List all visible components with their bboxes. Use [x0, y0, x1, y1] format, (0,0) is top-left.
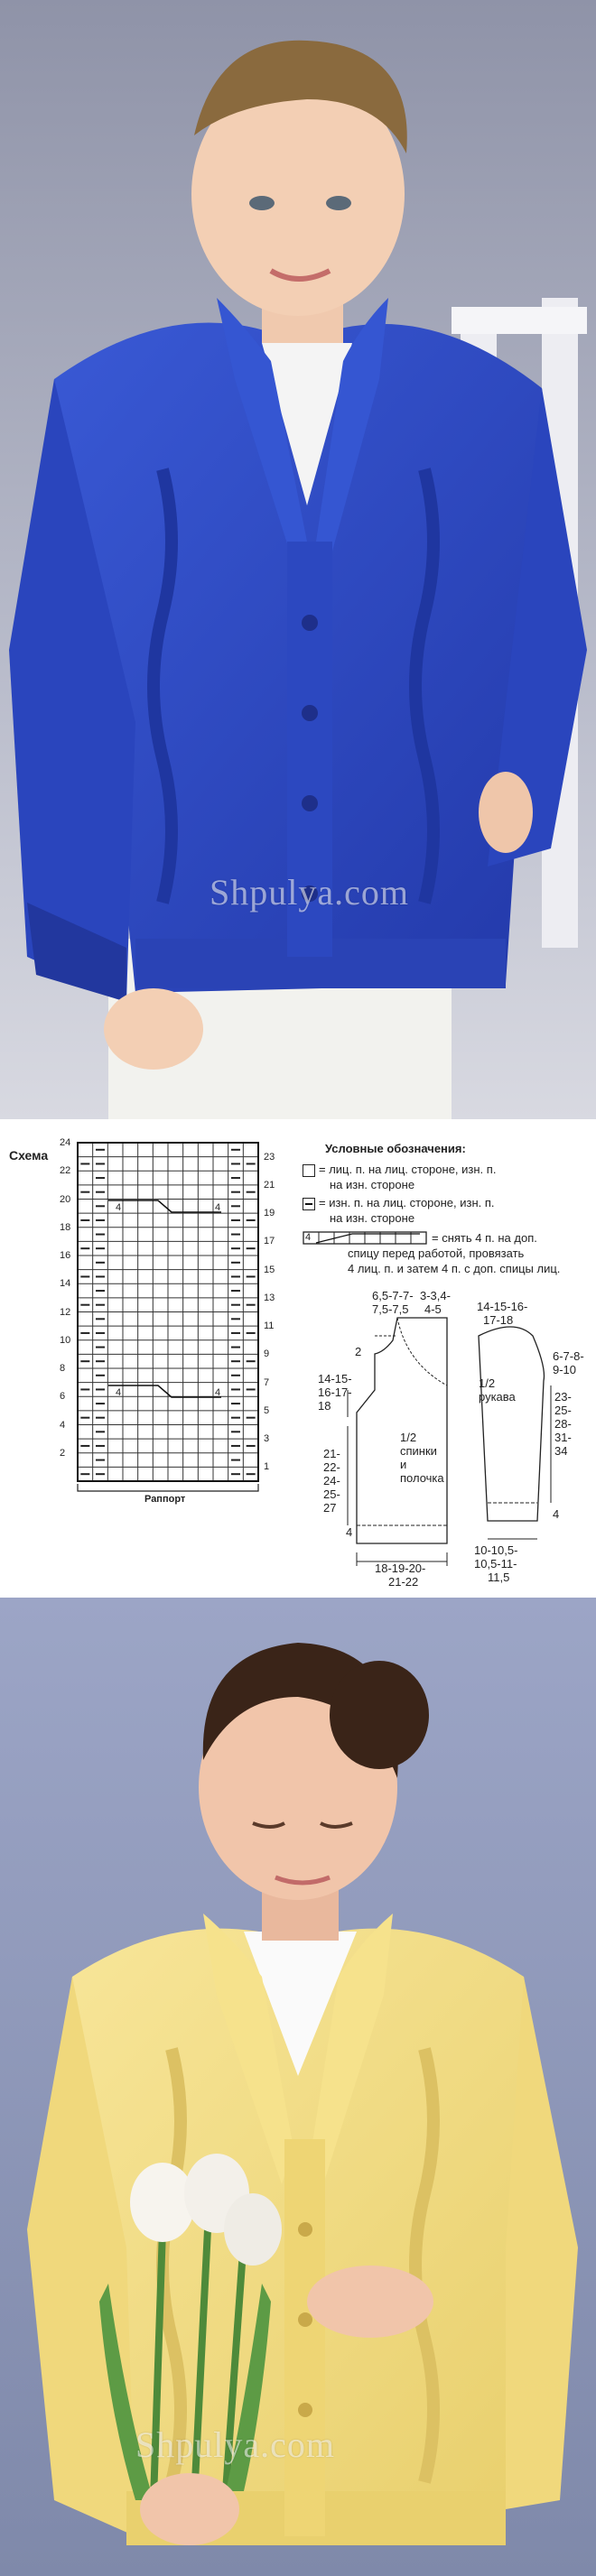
cable-mark: 4 — [116, 1387, 122, 1398]
cable-mark: 4 — [215, 1202, 221, 1213]
row-number-right: 1 — [264, 1461, 270, 1473]
legend-cable-text-cont1: спицу перед работой, провязать — [348, 1246, 525, 1260]
body-side-d: 25- — [323, 1487, 340, 1501]
body-label-a: 1/2 — [400, 1431, 417, 1444]
row-number-left: 14 — [60, 1278, 71, 1290]
cable-mark: 4 — [215, 1387, 221, 1398]
chart-title: Схема — [9, 1148, 49, 1163]
row-number-left: 22 — [60, 1165, 71, 1177]
sleeve-cuff: 4 — [553, 1507, 560, 1521]
legend-knit-text: = лиц. п. на лиц. стороне, изн. п. — [319, 1163, 497, 1176]
body-neck-depth: 2 — [355, 1345, 362, 1358]
row-number-left: 2 — [60, 1447, 66, 1459]
row-number-left: 10 — [60, 1334, 71, 1346]
body-armhole-a: 14-15- — [318, 1372, 352, 1385]
legend-knit-text-cont: на изн. стороне — [330, 1178, 415, 1191]
photo-boy-blue-cardigan — [0, 0, 596, 1119]
row-number-left: 24 — [60, 1137, 71, 1148]
repeat-bracket — [77, 1482, 271, 1495]
body-shoulder-a: 3-3,4- — [420, 1289, 451, 1302]
body-top-width-b: 7,5-7,5 — [372, 1302, 409, 1316]
legend-dash-cell — [303, 1198, 315, 1210]
legend-purl-text: = изн. п. на лиц. стороне, изн. п. — [319, 1196, 495, 1209]
body-label-b: спинки — [400, 1444, 437, 1458]
sleeve-len-a: 23- — [554, 1390, 572, 1404]
row-number-right: 19 — [264, 1208, 275, 1219]
row-number-left: 16 — [60, 1250, 71, 1261]
watermark: Shpulya.com — [210, 872, 409, 913]
body-label-c: и — [400, 1458, 407, 1471]
body-hem: 4 — [346, 1525, 353, 1539]
row-number-right: 11 — [264, 1320, 275, 1332]
legend-title: Условные обозначения: — [325, 1142, 466, 1155]
row-number-right: 15 — [264, 1264, 275, 1275]
row-number-right: 21 — [264, 1179, 275, 1191]
sleeve-len-c: 28- — [554, 1417, 572, 1431]
body-armhole-b: 16-17- — [318, 1385, 352, 1399]
row-number-left: 4 — [60, 1419, 66, 1431]
row-number-right: 17 — [264, 1236, 275, 1247]
body-side-e: 27 — [323, 1501, 337, 1515]
sleeve-pattern-drawing — [470, 1313, 560, 1548]
photo-girl-yellow-cardigan — [0, 1598, 596, 2576]
sleeve-len-b: 25- — [554, 1404, 572, 1417]
body-label-d: полочка — [400, 1471, 444, 1485]
body-width-a: 18-19-20- — [375, 1561, 426, 1575]
row-number-left: 12 — [60, 1306, 71, 1318]
row-number-right: 23 — [264, 1151, 275, 1163]
body-top-width-a: 6,5-7-7- — [372, 1289, 414, 1302]
legend-blank-cell — [303, 1164, 315, 1177]
sleeve-cap-a: 6-7-8- — [553, 1349, 584, 1363]
watermark: Shpulya.com — [135, 2424, 335, 2465]
row-number-right: 7 — [264, 1376, 270, 1388]
body-armhole-c: 18 — [318, 1399, 331, 1413]
legend-cable-cell — [303, 1231, 429, 1246]
legend-purl-text-cont: на изн. стороне — [330, 1211, 415, 1225]
row-number-right: 3 — [264, 1433, 270, 1445]
row-number-left: 6 — [60, 1391, 66, 1403]
legend-cable-text: = снять 4 п. на доп. — [432, 1231, 537, 1245]
photo-boy-illustration — [0, 0, 596, 1119]
stitch-chart-grid — [77, 1142, 271, 1503]
row-number-right: 5 — [264, 1404, 270, 1416]
sleeve-label-a: 1/2 — [479, 1376, 496, 1390]
sleeve-label-b: рукава — [479, 1390, 516, 1404]
sleeve-cap-b: 9-10 — [553, 1363, 577, 1376]
body-side-a: 21- — [323, 1447, 340, 1460]
body-side-b: 22- — [323, 1460, 340, 1474]
cable-mark: 4 — [116, 1202, 122, 1213]
row-number-right: 9 — [264, 1348, 270, 1360]
body-width-b: 21-22 — [388, 1575, 419, 1589]
row-number-left: 18 — [60, 1221, 71, 1233]
legend-cable-text-cont2: 4 лиц. п. и затем 4 п. с доп. спицы лиц. — [348, 1262, 561, 1275]
sleeve-top-a: 14-15-16- — [477, 1300, 528, 1313]
knitting-schema-panel — [0, 1119, 596, 1598]
repeat-label: Раппорт — [144, 1494, 186, 1505]
body-shoulder-b: 4-5 — [424, 1302, 442, 1316]
row-number-left: 8 — [60, 1363, 66, 1374]
body-side-c: 24- — [323, 1474, 340, 1487]
sleeve-bottom-b: 10,5-11- — [474, 1557, 517, 1571]
sleeve-top-b: 17-18 — [483, 1313, 514, 1327]
sleeve-len-d: 31- — [554, 1431, 572, 1444]
row-number-right: 13 — [264, 1292, 275, 1303]
sleeve-bottom-c: 11,5 — [488, 1571, 510, 1584]
row-number-left: 20 — [60, 1193, 71, 1205]
sleeve-bottom-a: 10-10,5- — [474, 1543, 518, 1557]
legend-cable-num: 4 — [305, 1232, 312, 1243]
sleeve-len-e: 34 — [554, 1444, 568, 1458]
